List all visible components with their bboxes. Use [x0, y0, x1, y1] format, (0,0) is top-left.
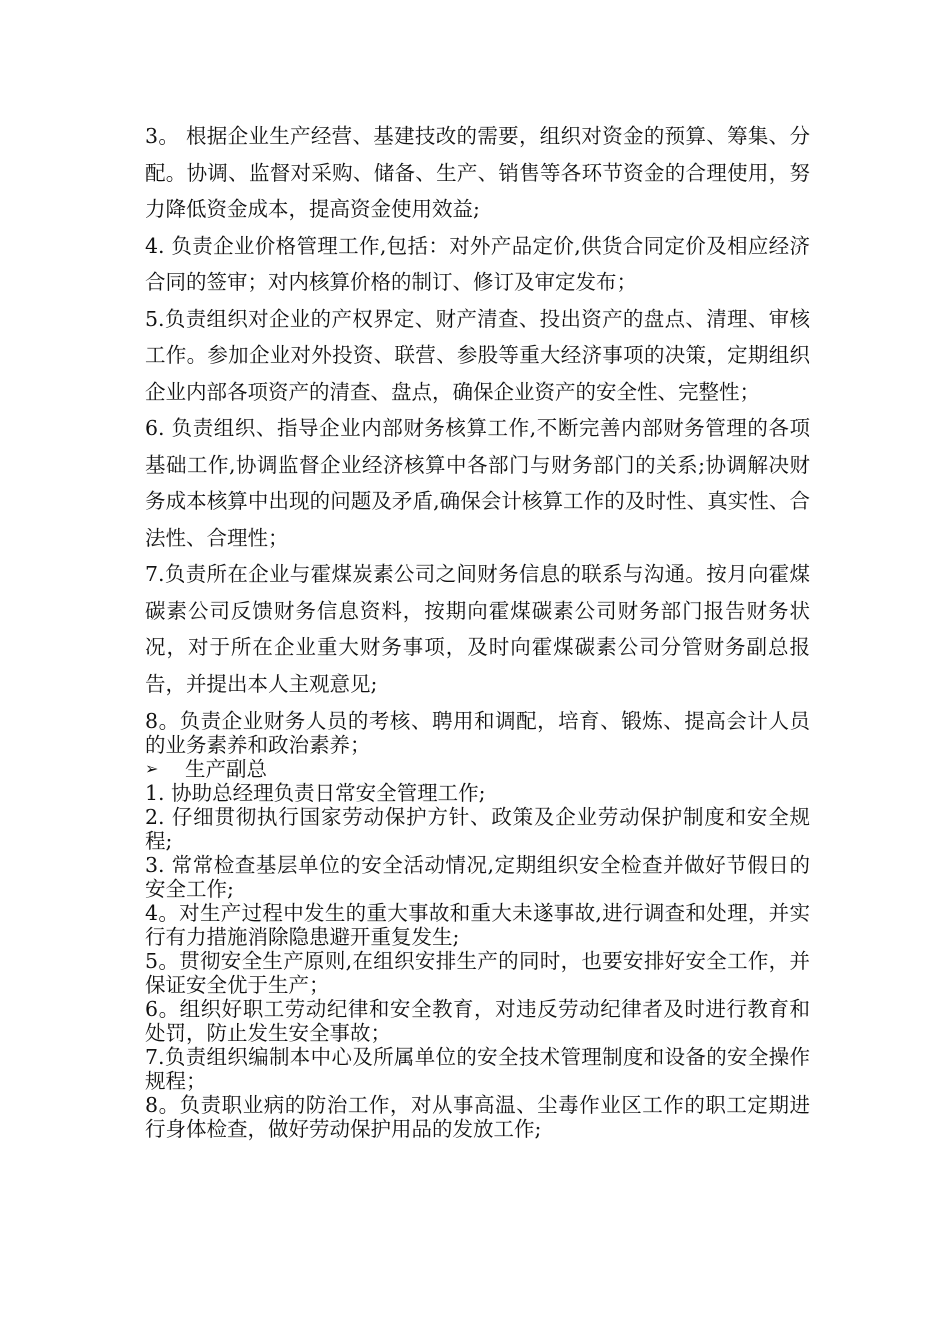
- production-duties-section: [145, 709, 810, 1141]
- finance-item-5: 5.负责组织对企业的产权界定、财产清查、投出资产的盘点、清理、审核工作。参加企业对外投资、联营、参股等重大经济事项的决策，定期组织企业内部各项资产的清查、盘点，确保企业资产的安全性、完整性；: [145, 306, 810, 404]
- finance-item-6: 6. 负责组织、指导企业内部财务核算工作,不断完善内部财务管理的各项基础工作,协调监督企业经济核算中各部门与财务部门的关系;协调解决财务成本核算中出现的问题及矛盾,确保会计核算工作的及时性、真实性、合法性、合理性；: [145, 416, 810, 550]
- document-page: [145, 118, 810, 1141]
- production-item-1: 1. 协助总经理负责日常安全管理工作;: [145, 781, 486, 805]
- finance-item-4: 4. 负责企业价格管理工作,包括：对外产品定价,供货合同定价及相应经济合同的签审；对内核算价格的制订、修订及审定发布；: [145, 233, 810, 294]
- finance-item-7: 7.负责所在企业与霍煤炭素公司之间财务信息的联系与沟通。按月向霍煤碳素公司反馈财务信息资料，按期向霍煤碳素公司财务部门报告财务状况，对于所在企业重大财务事项，及时向霍煤碳素公司分管财务副总报告，并提出本人主观意见;: [145, 562, 810, 696]
- production-item-7: 7.负责组织编制本中心及所属单位的安全技术管理制度和设备的安全操作规程；: [145, 1045, 810, 1093]
- production-item-4: 4。对生产过程中发生的重大事故和重大未遂事故,进行调查和处理，并实行有力措施消除隐患避开重复发生;: [145, 901, 810, 949]
- production-item-5: 5。贯彻安全生产原则,在组织安排生产的同时，也要安排好安全工作，并保证安全优于生产；: [145, 949, 810, 997]
- finance-duties-section: [145, 118, 810, 702]
- production-item-2: 2. 仔细贯彻执行国家劳动保护方针、政策及企业劳动保护制度和安全规程;: [145, 805, 810, 853]
- arrow-bullet-icon: ➢: [145, 759, 159, 778]
- production-item-3: 3. 常常检查基层单位的安全活动情况,定期组织安全检查并做好节假日的安全工作;: [145, 853, 810, 901]
- section-heading-text: 生产副总: [185, 757, 267, 781]
- production-item-8: 8。负责职业病的防治工作，对从事高温、尘毒作业区工作的职工定期进行身体检查，做好劳动保护用品的发放工作;: [145, 1093, 810, 1141]
- finance-item-3: 3。 根据企业生产经营、基建技改的需要，组织对资金的预算、筹集、分配。协调、监督对采购、储备、生产、销售等各环节资金的合理使用，努力降低资金成本，提高资金使用效益;: [145, 124, 810, 221]
- finance-item-8: 8。负责企业财务人员的考核、聘用和调配，培育、锻炼、提高会计人员的业务素养和政治素养；: [145, 709, 810, 757]
- production-item-6: 6。组织好职工劳动纪律和安全教育，对违反劳动纪律者及时进行教育和处罚，防止发生安全事故；: [145, 997, 810, 1045]
- section-heading: [145, 757, 810, 781]
